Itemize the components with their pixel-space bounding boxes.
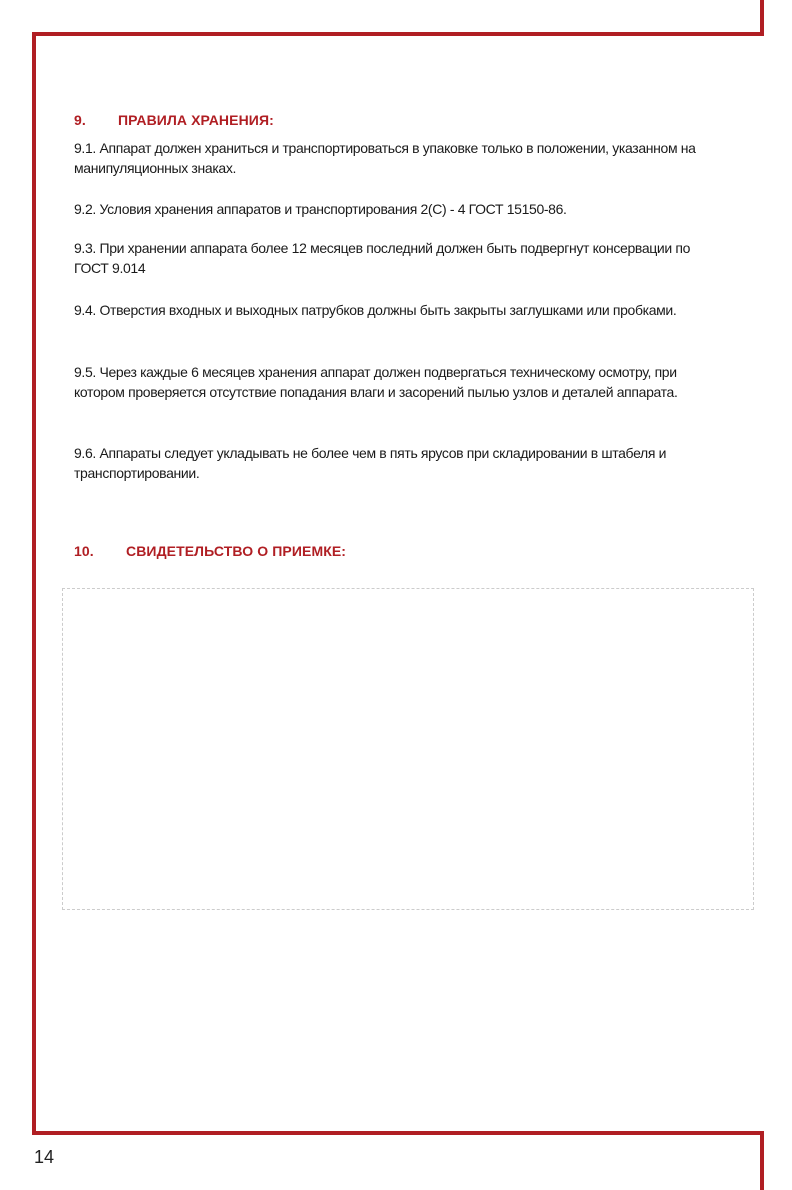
frame-border-top-right <box>760 0 764 36</box>
section-10-title: СВИДЕТЕЛЬСТВО О ПРИЕМКЕ: <box>126 543 347 559</box>
frame-border-top <box>32 32 764 36</box>
paragraph-9-1: 9.1. Аппарат должен храниться и транспортироваться в упаковке только в положении, указанном на манипуляционных знаках. <box>74 140 696 176</box>
frame-border-bottom-right <box>760 1131 764 1190</box>
page-number: 14 <box>34 1147 55 1167</box>
section-10-heading <box>74 543 346 559</box>
paragraph-9-5: 9.5. Через каждые 6 месяцев хранения аппарат должен подвергаться техническому осмотру, при котором проверяется отсутствие попадания влаги и засорений пылью узлов и деталей аппарата. <box>74 364 678 400</box>
paragraph-9-6: 9.6. Аппараты следует укладывать не более чем в пять ярусов при складировании в штабеля и транспортировании. <box>74 445 667 481</box>
paragraph-9-2: 9.2. Условия хранения аппаратов и транспортирования 2(С) - 4 ГОСТ 15150-86. <box>74 201 567 217</box>
section-9-number: 9. <box>74 112 86 128</box>
paragraph-9-3: 9.3. При хранении аппарата более 12 месяцев последний должен быть подвергнут консервации по ГОСТ 9.014 <box>74 240 691 276</box>
frame-border-bottom <box>32 1131 764 1135</box>
section-10-number: 10. <box>74 543 94 559</box>
paragraph-9-4: 9.4. Отверстия входных и выходных патрубков должны быть закрыты заглушками или пробками. <box>74 302 677 318</box>
section-9-heading <box>74 112 274 128</box>
frame-border-left <box>32 32 36 1135</box>
section-9-title: ПРАВИЛА ХРАНЕНИЯ: <box>118 112 274 128</box>
acceptance-certificate-box <box>62 588 754 910</box>
